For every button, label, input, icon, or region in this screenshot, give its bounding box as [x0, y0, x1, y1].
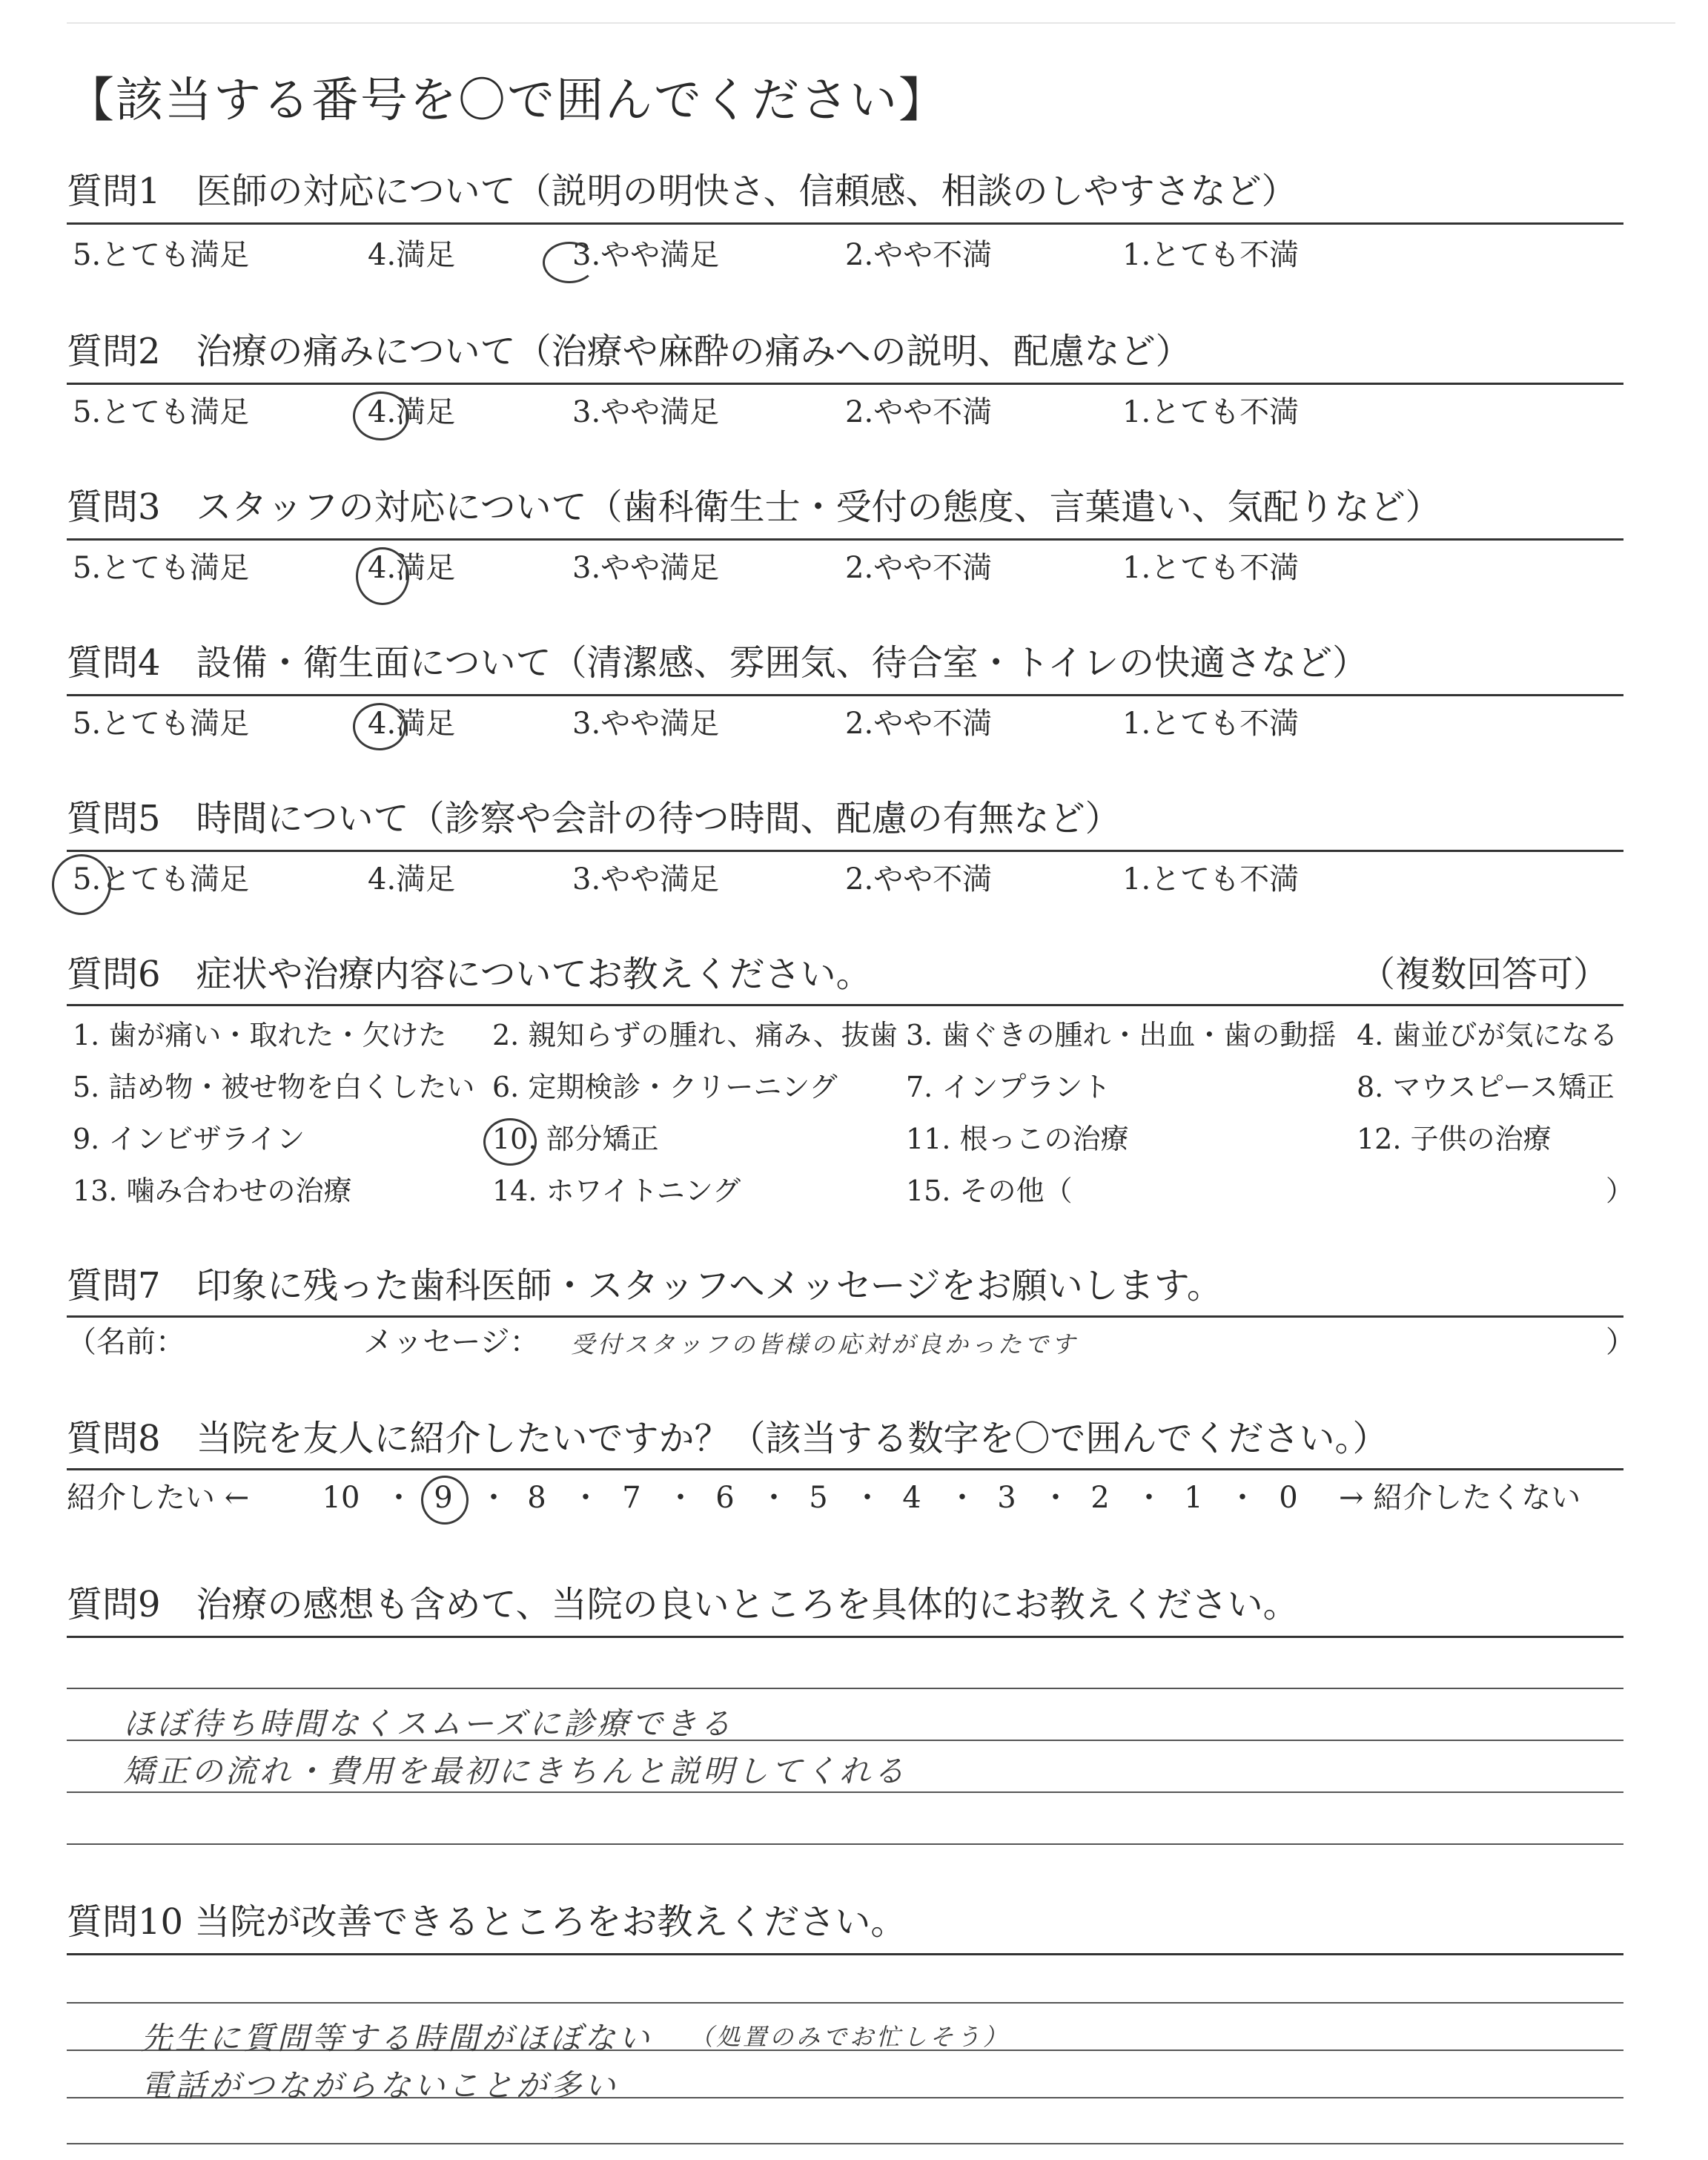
q8-dot: ・: [666, 1481, 695, 1515]
q7-name-label: （名前：: [67, 1325, 185, 1359]
q6-item-14[interactable]: 14. ホワイトニング: [492, 1175, 741, 1207]
q10-answer-line-1[interactable]: 先生に質問等する時間がほぼない: [141, 2020, 653, 2056]
q7-message-handwritten[interactable]: 受付スタッフの皆様の応対が良かったです: [571, 1330, 1079, 1358]
q9-writing-line: [67, 1688, 1623, 1689]
instruction-heading: 【該当する番号を〇で囲んでください】: [67, 73, 947, 128]
q6-item-11[interactable]: 11. 根っこの治療: [906, 1123, 1129, 1155]
q4-rule: [67, 694, 1623, 696]
q9-title: 質問9 治療の感想も含めて、当院の良いところを具体的にお教えください。: [67, 1584, 1299, 1625]
q6-title: 質問6 症状や治療内容についてお教えください。: [67, 954, 872, 995]
q8-left-label: 紹介したい ←: [67, 1481, 250, 1515]
q5-option-2[interactable]: 2.やや不満: [845, 862, 993, 896]
q1-selection-circle: [543, 242, 596, 283]
q8-score-6[interactable]: 6: [715, 1481, 735, 1515]
q1-option-3[interactable]: 3.やや満足: [572, 238, 720, 272]
q5-title: 質問5 時間について（診察や会計の待つ時間、配慮の有無など）: [67, 798, 1121, 839]
q7-close: ）: [1606, 1325, 1635, 1359]
q8-score-7[interactable]: 7: [622, 1481, 641, 1515]
q5-option-5[interactable]: 5.とても満足: [73, 862, 250, 896]
q8-dot: ・: [1228, 1481, 1257, 1515]
q6-item-13[interactable]: 13. 噛み合わせの治療: [73, 1175, 352, 1207]
q8-score-1[interactable]: 1: [1184, 1481, 1203, 1515]
q4-selection-circle: [353, 703, 406, 750]
q8-dot: ・: [384, 1481, 414, 1515]
q5-rule: [67, 850, 1623, 852]
q4-option-5[interactable]: 5.とても満足: [73, 707, 250, 741]
q8-score-2[interactable]: 2: [1090, 1481, 1110, 1515]
q6-item-10[interactable]: 10. 部分矯正: [492, 1123, 659, 1155]
q3-option-2[interactable]: 2.やや不満: [845, 551, 993, 585]
q2-option-5[interactable]: 5.とても満足: [73, 395, 250, 429]
q8-score-9[interactable]: 9: [434, 1481, 453, 1515]
q4-option-2[interactable]: 2.やや不満: [845, 707, 993, 741]
q8-dot: ・: [1134, 1481, 1164, 1515]
page-top-line: [67, 22, 1675, 24]
q10-writing-line: [67, 2143, 1623, 2144]
q1-option-1[interactable]: 1.とても不満: [1122, 238, 1300, 272]
q8-dot: ・: [1041, 1481, 1070, 1515]
q6-item-2[interactable]: 2. 親知らずの腫れ、痛み、抜歯: [492, 1019, 898, 1051]
q2-option-3[interactable]: 3.やや満足: [572, 395, 720, 429]
q3-option-5[interactable]: 5.とても満足: [73, 551, 250, 585]
q6-item-7[interactable]: 7. インプラント: [906, 1071, 1111, 1103]
q5-option-4[interactable]: 4.満足: [368, 862, 456, 896]
q1-title: 質問1 医師の対応について（説明の明快さ、信頼感、相談のしやすさなど）: [67, 171, 1297, 212]
q9-answer-line-2[interactable]: 矯正の流れ・費用を最初にきちんと説明してくれる: [123, 1753, 908, 1789]
q2-rule: [67, 383, 1623, 385]
q7-rule: [67, 1315, 1623, 1318]
q8-score-8[interactable]: 8: [527, 1481, 546, 1515]
q6-selection-circle: [483, 1118, 537, 1166]
q8-dot: ・: [571, 1481, 600, 1515]
q8-score-10[interactable]: 10: [322, 1481, 360, 1515]
q2-option-2[interactable]: 2.やや不満: [845, 395, 993, 429]
q1-option-2[interactable]: 2.やや不満: [845, 238, 993, 272]
q8-right-label: → 紹介したくない: [1339, 1481, 1581, 1515]
q2-title: 質問2 治療の痛みについて（治療や麻酔の痛みへの説明、配慮など）: [67, 331, 1191, 372]
q6-item-8[interactable]: 8. マウスピース矯正: [1357, 1071, 1615, 1103]
q10-answer-line-2[interactable]: 電話がつながらないことが多い: [141, 2067, 619, 2104]
q8-score-5[interactable]: 5: [809, 1481, 828, 1515]
q7-title: 質問7 印象に残った歯科医師・スタッフへメッセージをお願いします。: [67, 1265, 1222, 1307]
q9-answer-line-1[interactable]: ほぼ待ち時間なくスムーズに診療できる: [123, 1705, 734, 1742]
q5-option-3[interactable]: 3.やや満足: [572, 862, 720, 896]
q2-option-4[interactable]: 4.満足: [368, 395, 456, 429]
q9-rule: [67, 1636, 1623, 1638]
q6-item-4[interactable]: 4. 歯並びが気になる: [1357, 1019, 1618, 1051]
q2-option-1[interactable]: 1.とても不満: [1122, 395, 1300, 429]
q4-option-4[interactable]: 4.満足: [368, 707, 456, 741]
q1-option-5[interactable]: 5.とても満足: [73, 238, 250, 272]
q6-note: （複数回答可）: [1360, 954, 1609, 995]
q6-item-1[interactable]: 1. 歯が痛い・取れた・欠けた: [73, 1019, 447, 1051]
q5-selection-circle: [52, 854, 111, 915]
q9-writing-line: [67, 1843, 1623, 1845]
q6-rule: [67, 1004, 1623, 1006]
q6-item-15-close: ）: [1606, 1175, 1635, 1207]
q3-selection-circle: [356, 547, 409, 605]
q6-item-3[interactable]: 3. 歯ぐきの腫れ・出血・歯の動揺: [906, 1019, 1337, 1051]
q8-selection-circle: [421, 1476, 469, 1525]
q8-rule: [67, 1468, 1623, 1470]
q8-dot: ・: [479, 1481, 509, 1515]
q3-option-3[interactable]: 3.やや満足: [572, 551, 720, 585]
q3-option-4[interactable]: 4.満足: [368, 551, 456, 585]
q6-item-9[interactable]: 9. インビザライン: [73, 1123, 305, 1155]
q5-option-1[interactable]: 1.とても不満: [1122, 862, 1300, 896]
q8-title: 質問8 当院を友人に紹介したいですか？（該当する数字を〇で囲んでください。）: [67, 1418, 1388, 1459]
q6-item-5[interactable]: 5. 詰め物・被せ物を白くしたい: [73, 1071, 475, 1103]
q4-title: 質問4 設備・衛生面について（清潔感、雰囲気、待合室・トイレの快適さなど）: [67, 642, 1368, 684]
q6-item-12[interactable]: 12. 子供の治療: [1357, 1123, 1552, 1155]
q6-item-6[interactable]: 6. 定期検診・クリーニング: [492, 1071, 838, 1103]
q8-score-0[interactable]: 0: [1279, 1481, 1298, 1515]
q6-item-15[interactable]: 15. その他（: [906, 1175, 1073, 1207]
q8-dot: ・: [853, 1481, 882, 1515]
q1-rule: [67, 222, 1623, 225]
q2-selection-circle: [353, 392, 409, 440]
q10-writing-line: [67, 2002, 1623, 2004]
q8-score-3[interactable]: 3: [997, 1481, 1016, 1515]
q10-rule: [67, 1953, 1623, 1955]
q8-dot: ・: [947, 1481, 977, 1515]
q4-option-1[interactable]: 1.とても不満: [1122, 707, 1300, 741]
q10-title: 質問10 当院が改善できるところをお教えください。: [67, 1901, 907, 1943]
q3-rule: [67, 538, 1623, 541]
q4-option-3[interactable]: 3.やや満足: [572, 707, 720, 741]
q10-answer-note[interactable]: （処置のみでお忙しそう）: [689, 2023, 1010, 2051]
q8-dot: ・: [759, 1481, 789, 1515]
q8-score-4[interactable]: 4: [902, 1481, 921, 1515]
q3-title: 質問3 スタッフの対応について（歯科衛生士・受付の態度、言葉遣い、気配りなど）: [67, 486, 1441, 528]
q1-option-4[interactable]: 4.満足: [368, 238, 456, 272]
q7-message-label: メッセージ：: [363, 1325, 540, 1359]
q9-writing-line: [67, 1791, 1623, 1793]
q3-option-1[interactable]: 1.とても不満: [1122, 551, 1300, 585]
